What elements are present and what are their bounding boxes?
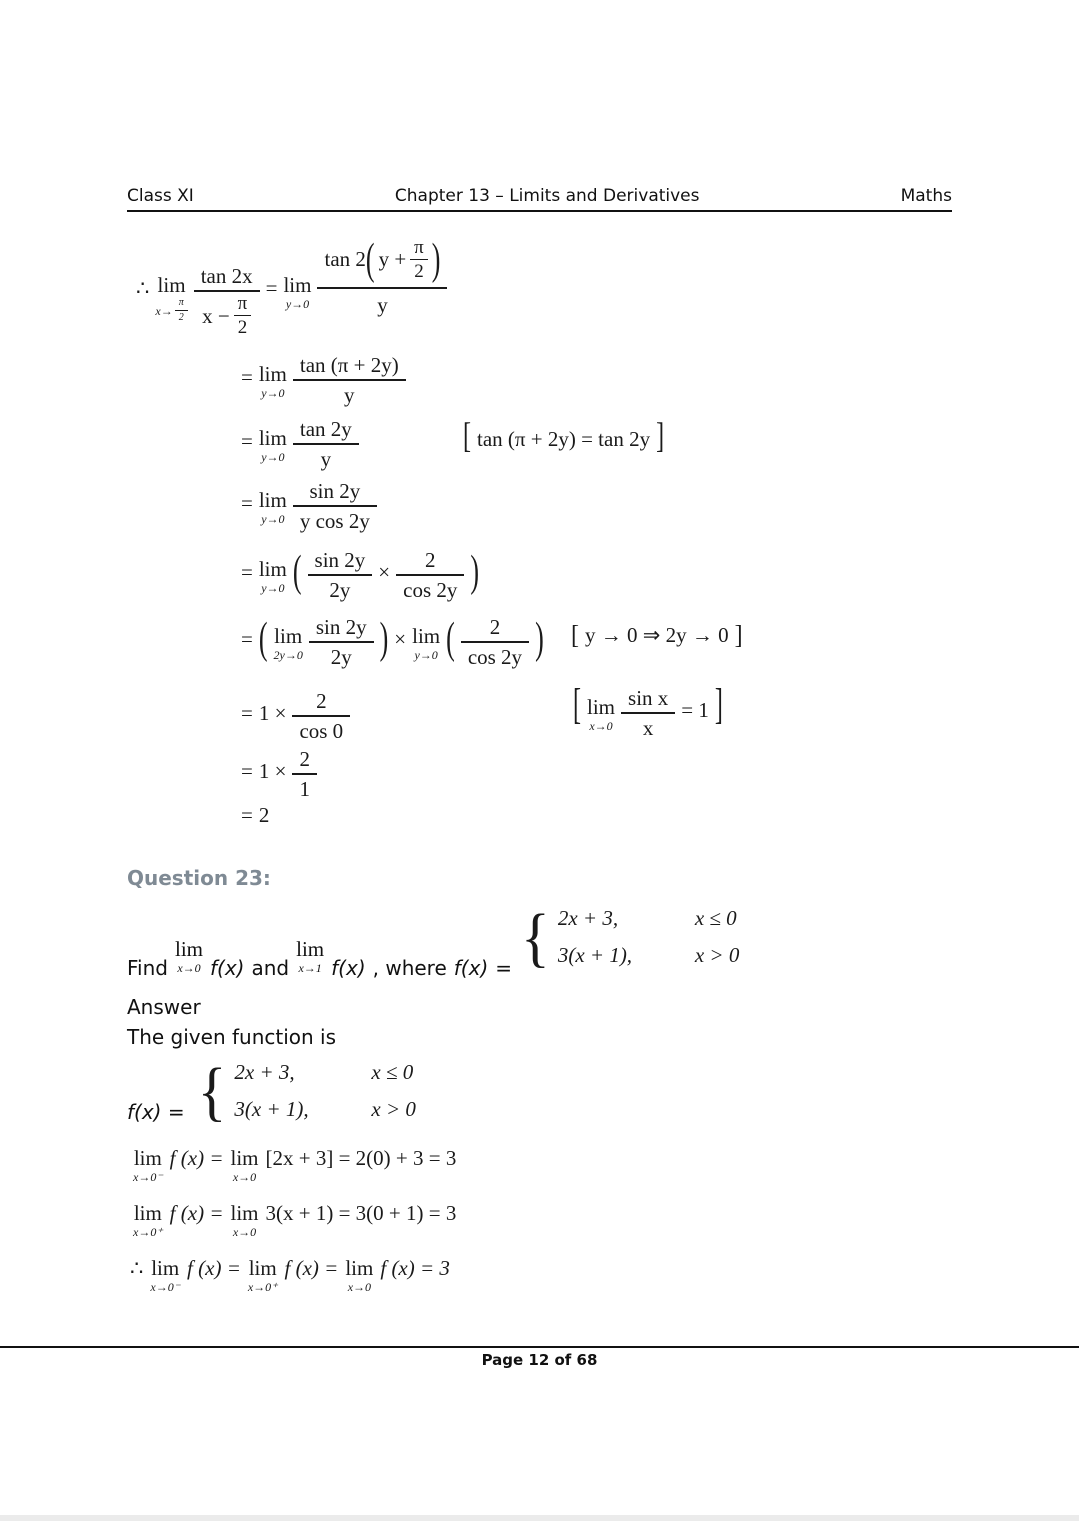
solution-line-1 [133, 1146, 463, 1183]
equals-sign: = [241, 491, 253, 515]
lim-word: lim [151, 1256, 180, 1280]
fx-text: f(x) [331, 956, 366, 980]
piecewise-rows [234, 1060, 416, 1122]
limit-operator [274, 624, 303, 661]
fraction [293, 477, 377, 535]
math-token: 2 [425, 548, 436, 572]
brace: { [521, 900, 550, 974]
lim-word: lim [258, 426, 287, 450]
question-statement [127, 900, 746, 980]
piecewise-row [234, 1097, 416, 1122]
lim-subscript: x→0 [347, 1280, 372, 1295]
limit-operator [133, 1201, 163, 1238]
open-paren: ( [292, 546, 302, 596]
fraction-denominator [293, 505, 377, 535]
numerator: π [237, 293, 248, 315]
fraction [293, 415, 359, 473]
math-token: y + [378, 247, 407, 272]
limit-operator [230, 1146, 258, 1183]
lim-subscript: x→0⁻ [133, 1170, 163, 1185]
fraction-numerator [293, 477, 377, 505]
open-bracket: [ [573, 681, 581, 729]
pi-over-2 [410, 238, 428, 281]
limit-operator [259, 362, 287, 399]
lim-subscript: y→0 [414, 648, 438, 663]
equals-sign: = [265, 276, 278, 300]
piece-condition: x ≤ 0 [694, 906, 737, 930]
limit-operator [150, 1256, 180, 1293]
fraction [308, 546, 373, 604]
page-bottom-edge [0, 1515, 1079, 1521]
lim-word: lim [133, 1146, 162, 1170]
lim-subscript: x→0 [232, 1170, 257, 1185]
math-token: = 1 [681, 698, 709, 722]
open-paren: ( [258, 613, 268, 663]
side-note-substitution [568, 623, 746, 651]
open-bracket: [ [571, 621, 579, 651]
lim-subscript: x→1 [298, 961, 322, 975]
fraction [309, 613, 374, 671]
where-label: , where [372, 956, 447, 980]
lim-word: lim [230, 1201, 259, 1225]
math-token: 2 [299, 747, 310, 771]
math-token: x [642, 716, 654, 741]
fx-text: f(x) [453, 956, 489, 980]
fraction-numerator [293, 351, 406, 379]
math-token: tan 2y [299, 417, 352, 441]
limit-operator [345, 1256, 373, 1293]
denominator: 2 [175, 310, 188, 323]
lim-word: lim [230, 1146, 259, 1170]
lim-subscript: y→0 [261, 581, 285, 596]
limit-operator [412, 624, 440, 661]
equation-line-8 [238, 745, 320, 803]
fraction [194, 262, 260, 339]
math-token: 1 × [258, 701, 287, 725]
equals-sign: = [241, 803, 253, 827]
equation-line-5 [238, 541, 482, 604]
math-token: 1 [299, 777, 310, 802]
numerator: π [414, 237, 424, 258]
and-label: and [251, 956, 290, 980]
fraction [621, 684, 675, 742]
lim-word: lim [345, 1256, 374, 1280]
open-bracket: [ [463, 417, 471, 457]
piecewise-function [521, 900, 740, 974]
math-token: cos 2y [467, 645, 523, 670]
fraction-denominator [293, 379, 406, 409]
fraction [293, 351, 406, 409]
fraction-denominator [461, 641, 529, 671]
fraction-denominator [309, 641, 374, 671]
lim-word: lim [258, 557, 287, 581]
fraction-denominator [292, 715, 350, 745]
fraction [396, 546, 464, 604]
close-bracket: ] [656, 417, 665, 457]
lim-subscript: y→0 [261, 512, 285, 527]
close-bracket: ] [714, 681, 723, 729]
therefore-symbol: ∴ [130, 1256, 144, 1280]
fraction-denominator [308, 574, 373, 604]
lim-word: lim [248, 1256, 277, 1280]
close-bracket: ] [734, 621, 743, 651]
fraction-numerator [292, 745, 317, 773]
fx-text: f(x) [210, 956, 245, 980]
function-definition [127, 1052, 423, 1128]
lim-word: lim [587, 695, 616, 719]
lim-subscript [155, 298, 187, 323]
math-token: y [377, 293, 388, 317]
side-note-sinx-limit [570, 681, 726, 742]
math-token: f (x) = 3 [380, 1256, 450, 1280]
fraction [461, 613, 529, 671]
fraction-numerator [309, 613, 374, 641]
limit-operator [175, 937, 203, 974]
limit-operator [248, 1256, 278, 1293]
fraction [292, 687, 350, 745]
math-token: cos 0 [299, 719, 344, 744]
note-text: tan (π + 2y) = tan 2y [477, 427, 651, 451]
fraction-denominator [317, 287, 447, 319]
equals-sign: = [495, 956, 513, 980]
lim-word: lim [258, 362, 287, 386]
header-subject: Maths [900, 186, 952, 206]
page-number: Page 12 of 68 [481, 1351, 598, 1369]
equals-sign: = [241, 429, 253, 453]
question-heading: Question 23: [127, 866, 271, 890]
fraction-numerator [396, 546, 464, 574]
find-label: Find [127, 956, 168, 980]
close-paren: ) [535, 613, 544, 663]
sub-text: x→ [155, 303, 173, 318]
lim-word: lim [296, 936, 325, 961]
open-paren: ( [446, 613, 455, 663]
piecewise-function [197, 1054, 416, 1128]
limit-operator [283, 273, 311, 310]
math-token: cos 2y [403, 578, 458, 603]
lim-subscript: y→0 [285, 297, 310, 312]
math-token: sin 2y [315, 615, 367, 639]
math-token: sin x [628, 686, 669, 710]
math-token: tan 2x [200, 264, 253, 288]
fraction-numerator [621, 684, 675, 712]
lim-word: lim [157, 273, 186, 297]
solution-line-2 [133, 1201, 463, 1238]
equation-line-7 [238, 682, 353, 745]
lim-word: lim [174, 936, 203, 961]
note-text: y → 0 ⇒ 2y → 0 [585, 623, 729, 647]
given-function-label: The given function is [127, 1025, 337, 1049]
lim-subscript: 2y→0 [273, 648, 303, 663]
lim-word: lim [133, 1201, 162, 1225]
math-token: 2 [258, 803, 270, 827]
math-token: 2y [329, 578, 351, 603]
piece-expression: 2x + 3, [557, 906, 619, 930]
piece-condition: x ≤ 0 [371, 1060, 414, 1084]
fraction-denominator [396, 574, 464, 604]
lim-subscript: x→0⁺ [133, 1225, 163, 1240]
equation-line-1 [133, 232, 450, 339]
fraction-numerator [194, 262, 260, 290]
footer-divider [0, 1346, 1079, 1348]
denominator: 2 [234, 315, 252, 337]
brace: { [197, 1054, 227, 1128]
math-token: 1 × [258, 759, 287, 783]
fraction [292, 745, 317, 803]
limit-operator [230, 1201, 258, 1238]
piece-condition: x > 0 [694, 943, 740, 967]
piece-condition: x > 0 [371, 1097, 416, 1121]
lim-subscript: y→0 [261, 450, 285, 465]
times-sign: × [378, 560, 391, 584]
fraction [317, 236, 447, 319]
fx-equals: f (x) = [284, 1256, 339, 1280]
equation-line-6 [238, 608, 547, 671]
fraction-numerator [317, 236, 447, 287]
open-paren: ( [365, 234, 375, 284]
math-token: 2 [316, 689, 327, 713]
math-token: [2x + 3] = 2(0) + 3 = 3 [265, 1146, 457, 1170]
header-divider [127, 210, 952, 212]
equals-sign: = [241, 365, 253, 389]
piecewise-rows [558, 906, 740, 968]
limit-operator [259, 488, 287, 525]
lim-word: lim [283, 273, 312, 297]
math-token: 2 [489, 615, 501, 639]
pi-over-2 [234, 294, 252, 337]
pi-over-2 [175, 298, 188, 323]
page-header [127, 186, 952, 206]
equation-line-3 [238, 410, 362, 473]
math-token: 3(x + 1) = 3(0 + 1) = 3 [265, 1201, 457, 1225]
equation-line-9 [238, 803, 272, 827]
fx-equals: f (x) = [187, 1256, 241, 1280]
close-paren: ) [470, 546, 480, 596]
answer-label: Answer [127, 995, 201, 1019]
fx-equals: f(x) = [127, 1100, 185, 1124]
piecewise-row [558, 943, 740, 968]
lim-subscript: x→0⁻ [150, 1280, 181, 1295]
math-token: sin 2y [314, 548, 366, 572]
lim-subscript: x→0 [177, 961, 201, 975]
fraction-numerator [308, 546, 373, 574]
math-token: x − [202, 303, 230, 328]
equation-line-4 [238, 472, 380, 535]
piece-expression: 3(x + 1), [234, 1097, 309, 1121]
limit-operator [133, 1146, 163, 1183]
lim-subscript: x→0⁺ [247, 1280, 278, 1295]
side-note-tan-identity [460, 417, 667, 457]
fraction-denominator [621, 712, 675, 742]
limit-operator [259, 426, 287, 463]
fraction-numerator [292, 687, 350, 715]
therefore-symbol: ∴ [136, 276, 150, 300]
math-token: sin 2y [309, 479, 361, 503]
equation-line-2 [238, 346, 409, 409]
denominator: 2 [410, 259, 428, 281]
limit-operator [587, 695, 615, 732]
header-chapter-title: Chapter 13 – Limits and Derivatives [394, 186, 700, 206]
math-token: y [320, 447, 332, 472]
fraction-denominator [194, 290, 260, 339]
equals-sign: = [241, 759, 253, 783]
close-paren: ) [379, 613, 389, 663]
close-paren: ) [431, 234, 441, 284]
lim-word: lim [274, 624, 303, 648]
lim-word: lim [258, 488, 287, 512]
header-class: Class XI [127, 186, 194, 206]
lim-subscript: x→0 [232, 1225, 257, 1240]
fx-equals: f (x) = [169, 1146, 224, 1170]
fraction-numerator [293, 415, 359, 443]
fraction-numerator [461, 613, 529, 641]
piecewise-row [558, 906, 740, 931]
piece-expression: 2x + 3, [234, 1060, 295, 1084]
math-token: 2y [330, 645, 352, 670]
lim-subscript: y→0 [261, 386, 285, 401]
limit-operator [296, 937, 324, 974]
piecewise-row [234, 1060, 416, 1085]
equals-sign: = [241, 701, 253, 725]
solution-line-3 [130, 1256, 457, 1293]
numerator: π [178, 297, 184, 309]
limit-operator [155, 273, 187, 323]
fx-equals: f (x) = [169, 1201, 224, 1225]
lim-word: lim [412, 624, 441, 648]
limit-operator [259, 557, 287, 594]
equals-sign: = [241, 560, 253, 584]
equals-sign: = [241, 627, 253, 651]
fraction-denominator [293, 443, 359, 473]
math-token: tan (π + 2y) [299, 353, 399, 377]
fraction-denominator [292, 773, 317, 803]
lim-subscript: x→0 [589, 719, 613, 734]
math-token: tan 2 [324, 247, 366, 272]
math-token: y [344, 383, 355, 408]
piece-expression: 3(x + 1), [557, 943, 633, 967]
math-token: y cos 2y [299, 509, 370, 534]
times-sign: × [394, 627, 407, 651]
